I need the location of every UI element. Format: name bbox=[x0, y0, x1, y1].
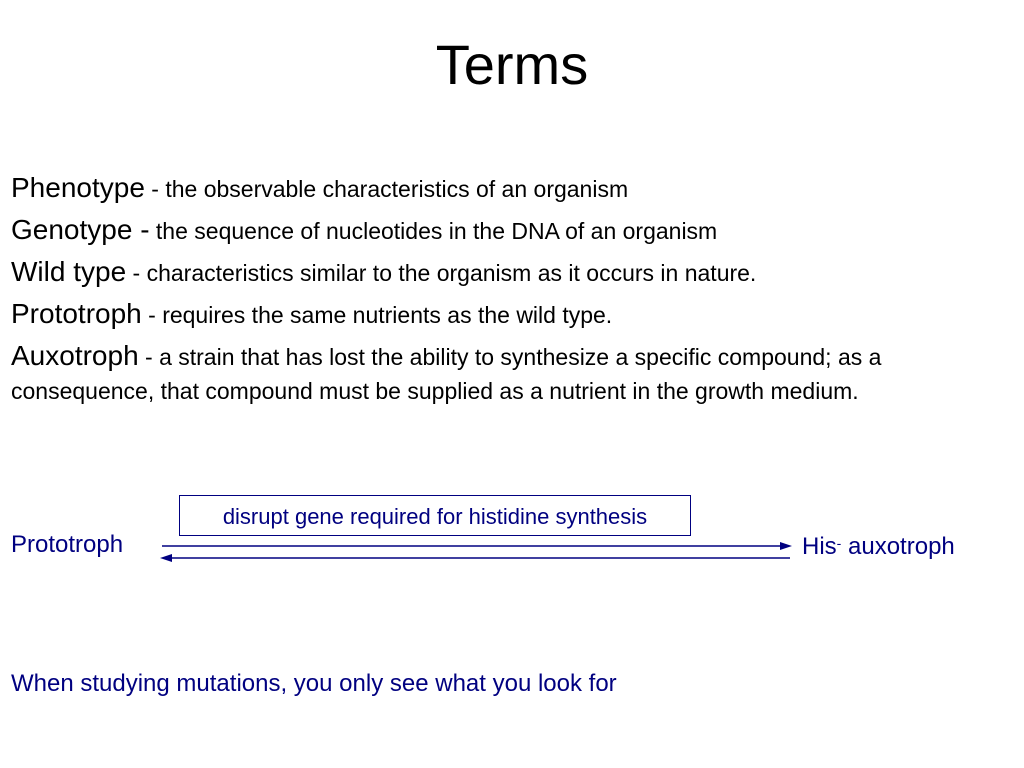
mutation-box: disrupt gene required for histidine synthesis bbox=[179, 495, 691, 536]
forward-arrow bbox=[162, 542, 792, 550]
conversion-arrows bbox=[150, 530, 800, 570]
slide-title: Terms bbox=[435, 33, 589, 96]
definitions-list bbox=[11, 171, 1016, 415]
definition-genotype bbox=[11, 213, 1016, 248]
auxotroph-label-main: His bbox=[802, 533, 837, 560]
definition-auxotroph bbox=[11, 339, 1016, 408]
prototroph-label: Prototroph bbox=[11, 531, 124, 558]
term-description: - the observable characteristics of an organism bbox=[144, 176, 629, 202]
term-description: - a strain that has lost the ability to synthesize a specific compound; as a consequence, that compound must be supplied as a nutrient in the growth medium. bbox=[11, 344, 882, 404]
term-description: the sequence of nucleotides in the DNA of an organism bbox=[149, 218, 718, 244]
auxotroph-label-rest: auxotroph bbox=[841, 533, 955, 560]
term-description: - requires the same nutrients as the wild type. bbox=[141, 302, 613, 328]
definition-wild-type bbox=[11, 255, 1016, 290]
term-label: Auxotroph bbox=[11, 340, 139, 371]
term-label: Wild type bbox=[11, 256, 127, 287]
definition-phenotype bbox=[11, 171, 1016, 206]
reverse-arrow bbox=[160, 554, 790, 562]
footer-note: When studying mutations, you only see what you look for bbox=[11, 670, 617, 697]
definition-prototroph bbox=[11, 297, 1016, 332]
term-label: Prototroph bbox=[11, 298, 142, 329]
term-description: - characteristics similar to the organism as it occurs in nature. bbox=[126, 260, 757, 286]
auxotroph-label bbox=[802, 532, 955, 562]
term-label: Genotype - bbox=[11, 214, 150, 245]
auxotroph-label-sup: - bbox=[836, 535, 842, 551]
term-label: Phenotype bbox=[11, 172, 145, 203]
